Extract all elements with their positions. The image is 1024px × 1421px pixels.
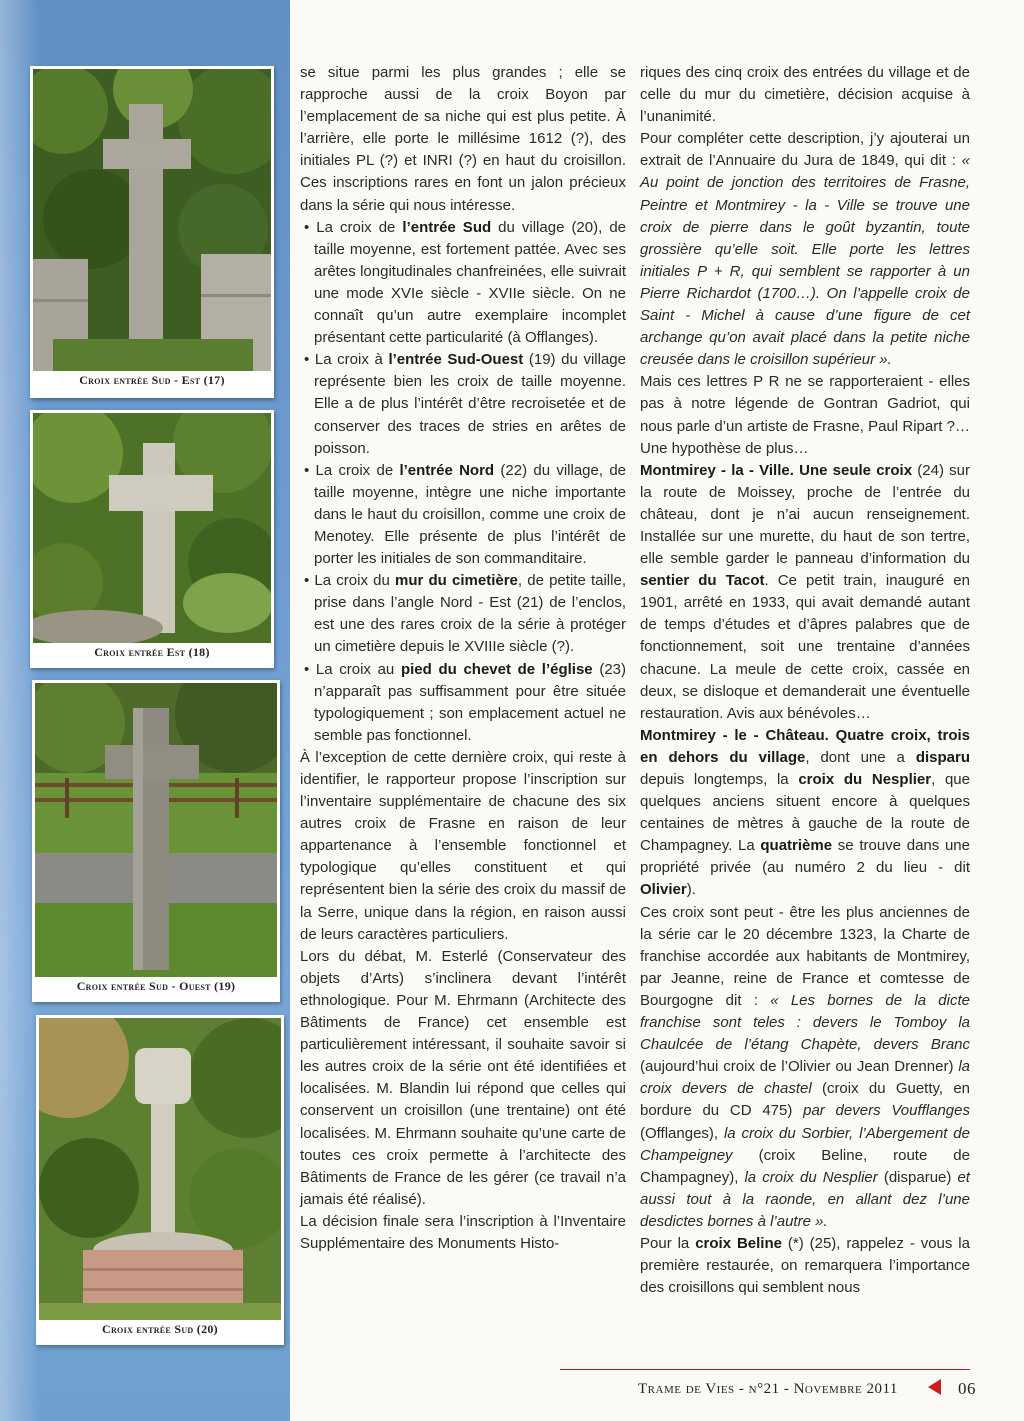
paragraph-annuaire: Pour compléter cette description, j’y ajouterai un extrait de l’Annuaire du Jura de 1849, qui dit : « Au point de jonction des territoires de Frasne, Peintre et Montmirey - la - Ville se trouve une croix de pierre dans le goût byzantin, toute grossière qu’elle soit. Elle porte les lettres initiales P + R, qui semblent se rapporter à un Pierre Richardot (1700…). On l’appelle croix de Saint - Michel à cause d’une figure de cet archange qu’on avait placé dans la petite niche creusée dans le croisillon supérieur ». [640,130,970,369]
bullet-entree-sud-ouest: • La croix à l’entrée Sud-Ouest (19) du village représente bien les croix de taille moyenne. Elle a de plus l’intérêt d’être recroisetée et de conserver des traces de stries en arêtes de poisson. [304,351,626,457]
bullet-entree-sud: • La croix de l’entrée Sud du village (20), de taille moyenne, est fortement pattée. Avec ses arêtes longitudinales chanfreinées, elle suivrait une mode XVIe siècle - XVIIe siècle. On ne connaît qu’un autre exemplaire incomplet présentant cette particularité (à Offlanges). [304,218,626,347]
footer-magazine: Trame de Vies - n°21 - Novembre 2011 [638,1381,898,1397]
photo-card-est [30,410,274,668]
paragraph-croix-beline: Pour la croix Beline (*) (25), rappelez - vous la première restaurée, on remarquera l’importance des croisillons qui semblent nous [640,1234,970,1297]
paragraph: Lors du débat, M. Esterlé (Conservateur des objets d’Arts) s’inclinera devant l’intérêt ethnologique. Pour M. Ehrmann (Architecte des Bâtiments de France) cet ensemble est particulièrement intéressant, il souhaite savoir si les autres croix de la série ont été identifiées et localisées. M. Blandin lui répond que celles qui conservent un croisillon (une trentaine) ont été localisées. M. Ehrmann souhaite qu’une carte de toutes ces croix permette à l’architecte des Bâtiments de France de les gérer (ce travail n’a jamais été réalisé). [300,947,626,1208]
bullet-mur-cimetiere: • La croix du mur du cimetière, de petite taille, prise dans l’angle Nord - Est (21) de l’enclos, est une des rares croix de la série à protéger un cimetière depuis le XVIIIe siècle (?). [304,572,626,656]
photo-card-sud-est [30,66,274,398]
bullet-chevet-eglise: • La croix au pied du chevet de l’église (23) n’apparaît pas suffisamment pour être située typologiquement ; son emplacement actuel ne semble pas fonctionnel. [304,660,626,744]
article-column-1 [300,62,626,1255]
photo-caption: Croix entrée Sud - Est (17) [79,373,225,387]
photo-croix-sud-est [33,69,271,371]
article-column-2 [640,62,970,1299]
left-arrow-icon [928,1379,941,1395]
paragraph: se situe parmi les plus grandes ; elle se rapproche aussi de la croix Boyon par l’emplacement de sa niche qui est plus petite. À l’arrière, elle porte le millésime 1612 (?), des initiales PL (?) et INRI (?) en haut du croisillon. Ces inscriptions rares en font un jalon précieux dans la série qui nous intéresse. [300,64,626,214]
page-number: 06 [958,1379,976,1398]
photo-caption: Croix entrée Est (18) [94,645,210,659]
paragraph: La décision finale sera l’inscription à l’Inventaire Supplémentaire des Monuments Histo- [300,1212,626,1252]
footer-rule [560,1369,970,1370]
paragraph-montmirey-la-ville: Montmirey - la - Ville. Une seule croix (24) sur la route de Moissey, proche de l’entrée du château, dont je n’ai aucun renseignement. Installée sur une murette, du haut de son tertre, elle semble garder le panneau d’information du sentier du Tacot. Ce petit train, inauguré en 1901, arrêté en 1933, qui avait demandé autant de temps d’études et d’âpres palabres que de fonctionnement, soit une trentaine d’années chacune. La meule de cette croix, cassée en deux, se disloque et demanderait une éventuelle restauration. Avis aux bénévoles… [640,461,970,722]
photo-caption: Croix entrée Sud - Ouest (19) [76,979,236,993]
page-footer [560,1375,980,1405]
paragraph-montmirey-le-chateau: Montmirey - le - Château. Quatre croix, trois en dehors du village, dont une a disparu depuis longtemps, la croix du Nesplier, que quelques anciens situent encore à quelques centaines de mètres à gauche de la route de Champagney. La quatrième se trouve dans une propriété privée (au numéro 2 du lieu - dit Olivier). [640,726,970,899]
photo-card-sud-ouest [32,680,280,1002]
paragraph: Mais ces lettres P R ne se rapporteraient - elles pas à notre légende de Gontran Gadriot, qui nous parle d’un artiste de Frasne, Paul Ripart ?… Une hypothèse de plus… [640,373,970,457]
paragraph: À l’exception de cette dernière croix, qui reste à identifier, le rapporteur propose l’inscription sur l’inventaire supplémentaire de chacune des six autres croix de Frasne en raison de leur appartenance à l’ensemble fonctionnel et typologique qu’elles constituent et qui représentent bien la série des croix du massif de la Serre, unique dans la région, en raison aussi de leurs caractères particuliers. [300,748,626,943]
photo-croix-sud [39,1018,281,1320]
paragraph: riques des cinq croix des entrées du village et de celle du mur du cimetière, décision acquise à l’unanimité. [640,64,970,126]
photo-caption: Croix entrée Sud (20) [102,1322,218,1336]
photo-croix-est [33,413,271,643]
bullet-entree-nord: • La croix de l’entrée Nord (22) du village, de taille moyenne, intègre une niche importante dans le haut du croisillon, comme une croix de Menotey. Elle présente de plus l’intérêt de porter les initiales de son commanditaire. [304,461,627,568]
paragraph-charte: Ces croix sont peut - être les plus anciennes de la série car le 20 décembre 1323, la Charte de franchise accordée aux habitants de Montmirey, par Jeanne, reine de France et comtesse de Bourgogne dit : « Les bornes de la dicte franchise sont teles : devers le Tomboy la Chaulcée de l’étang Chapète, devers Branc (aujourd’hui croix de l’Olivier ou Jean Drenner) la croix devers de chastel (croix du Guetty, en bordure du CD 475) par devers Voufflanges (Offlanges), la croix du Sorbier, l’Abergement de Champeigney (croix Beline, route de Champagney), la croix du Nesplier (disparue) et aussi tout à la raonde, en allant dez l’une desdictes bornes à l’autre ». [640,903,970,1230]
photo-croix-sud-ouest [35,683,277,977]
photo-card-sud [36,1015,284,1345]
